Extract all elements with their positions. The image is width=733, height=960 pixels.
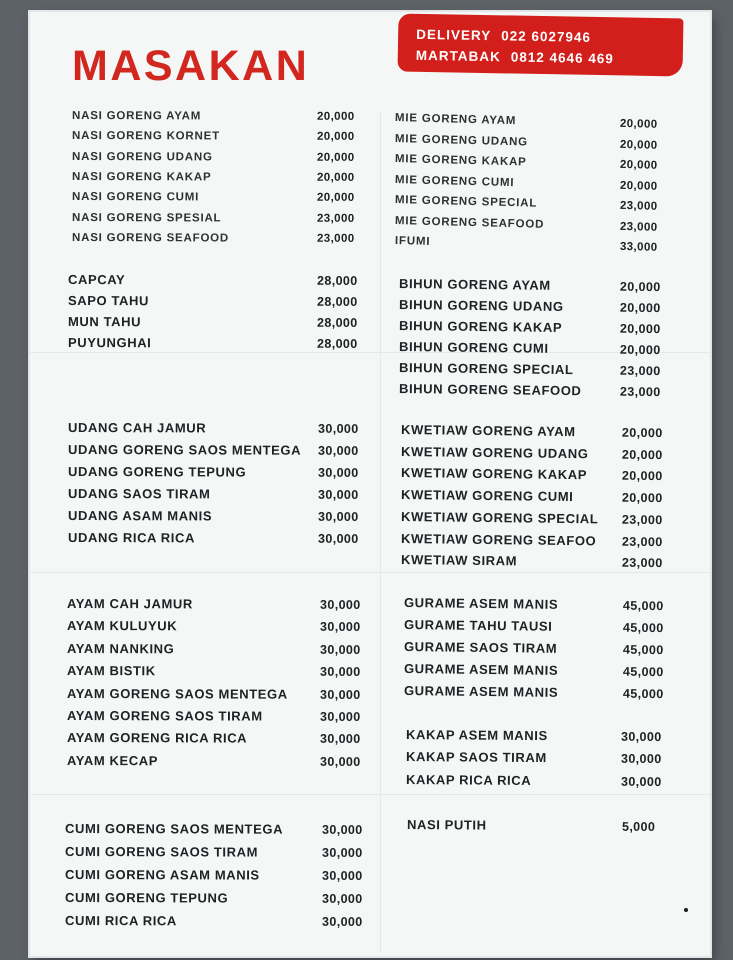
menu-item-price: 20,000 bbox=[619, 179, 658, 193]
menu-item-price: 20,000 bbox=[621, 447, 663, 462]
menu-item-name: AYAM KULUYUK bbox=[66, 618, 178, 634]
menu-item-price: 30,000 bbox=[620, 774, 662, 789]
menu-item bbox=[68, 312, 367, 333]
menu-item-name: NASI GORENG CUMI bbox=[71, 191, 200, 204]
menu-item-price: 20,000 bbox=[619, 138, 658, 152]
menu-item-name: AYAM NANKING bbox=[66, 640, 175, 657]
menu-item-price: 23,000 bbox=[619, 220, 658, 234]
menu-item-price: 30,000 bbox=[319, 687, 361, 702]
menu-item-price: 23,000 bbox=[619, 199, 658, 213]
menu-item-price: 20,000 bbox=[316, 151, 355, 164]
menu-item bbox=[404, 593, 673, 616]
menu-item bbox=[401, 550, 672, 573]
menu-item bbox=[68, 506, 368, 527]
menu-item-name: KAKAP RICA RICA bbox=[405, 771, 532, 788]
menu-item-name: AYAM GORENG SAOS TIRAM bbox=[66, 708, 263, 724]
menu-item bbox=[72, 187, 367, 208]
menu-item bbox=[399, 337, 670, 360]
menu-item bbox=[67, 728, 370, 749]
menu-item-price: 30,000 bbox=[317, 487, 359, 502]
menu-item-price: 20,000 bbox=[316, 171, 355, 184]
menu-item-name: NASI GORENG SPESIAL bbox=[71, 211, 222, 224]
menu-item-price: 45,000 bbox=[622, 642, 664, 658]
menu-item-price: 23,000 bbox=[621, 534, 663, 549]
menu-item bbox=[406, 725, 671, 747]
menu-item bbox=[401, 507, 672, 530]
delivery-banner bbox=[398, 14, 684, 77]
menu-item bbox=[67, 751, 370, 772]
menu-item bbox=[72, 126, 367, 147]
menu-item-price: 33,000 bbox=[619, 240, 658, 254]
menu-item-price: 20,000 bbox=[621, 469, 663, 484]
menu-item-price: 20,000 bbox=[316, 131, 355, 144]
menu-item-price: 30,000 bbox=[321, 914, 363, 929]
menu-item-price: 28,000 bbox=[316, 294, 358, 309]
martabak-label: MARTABAK bbox=[415, 47, 501, 65]
menu-item-price: 20,000 bbox=[619, 342, 661, 358]
menu-item-name: BIHUN GORENG SEAFOOD bbox=[398, 381, 582, 399]
menu-item-name: CAPCAY bbox=[67, 272, 126, 288]
menu-item-name: KWETIAW GORENG AYAM bbox=[400, 422, 576, 440]
menu-item-price: 30,000 bbox=[317, 421, 359, 436]
menu-item bbox=[401, 529, 672, 552]
menu-item-name: MIE GORENG AYAM bbox=[394, 112, 517, 128]
menu-item-name: UDANG SAOS TIRAM bbox=[67, 486, 211, 502]
menu-item-price: 30,000 bbox=[319, 664, 361, 680]
menu-item-name: GURAME SAOS TIRAM bbox=[403, 639, 558, 656]
menu-item bbox=[72, 167, 367, 188]
menu-item-name: KWETIAW GORENG UDANG bbox=[400, 443, 589, 461]
menu-item-price: 30,000 bbox=[321, 891, 363, 906]
menu-item-name: BIHUN GORENG AYAM bbox=[398, 276, 551, 293]
menu-item bbox=[399, 358, 670, 381]
menu-item-name: GURAME TAHU TAUSI bbox=[403, 617, 553, 634]
menu-item-name: IFUMI bbox=[394, 235, 431, 248]
menu-item bbox=[65, 865, 372, 886]
delivery-label: DELIVERY bbox=[416, 26, 492, 44]
menu-item bbox=[399, 274, 670, 297]
menu-item-name: AYAM KECAP bbox=[66, 752, 159, 769]
menu-item bbox=[404, 659, 673, 682]
menu-item-price: 20,000 bbox=[619, 321, 661, 337]
menu-item bbox=[406, 770, 671, 792]
menu-item-price: 20,000 bbox=[619, 279, 661, 295]
menu-item bbox=[72, 208, 367, 229]
menu-item bbox=[407, 815, 672, 837]
menu-item bbox=[65, 888, 372, 909]
menu-item-price: 23,000 bbox=[619, 363, 661, 379]
menu-item-name: KWETIAW GORENG SEAFOO bbox=[400, 530, 597, 548]
menu-item-name: AYAM GORENG SAOS MENTEGA bbox=[66, 685, 288, 702]
menu-item-price: 45,000 bbox=[622, 664, 664, 680]
menu-item-price: 45,000 bbox=[622, 620, 664, 636]
menu-item-price: 23,000 bbox=[619, 384, 661, 400]
menu-item bbox=[67, 616, 370, 637]
menu-item-price: 30,000 bbox=[317, 465, 359, 480]
menu-item bbox=[68, 291, 367, 312]
paper-fold bbox=[30, 794, 710, 795]
menu-item-price: 28,000 bbox=[316, 336, 358, 351]
menu-item-price: 30,000 bbox=[321, 822, 363, 837]
menu-item bbox=[67, 684, 370, 705]
menu-item bbox=[399, 316, 670, 339]
menu-item-name: KWETIAW SIRAM bbox=[400, 552, 518, 569]
menu-item-name: KWETIAW GORENG SPECIAL bbox=[400, 508, 599, 527]
paper-speck bbox=[684, 908, 688, 912]
menu-item bbox=[68, 440, 368, 461]
menu-item-price: 20,000 bbox=[621, 425, 663, 441]
menu-item bbox=[67, 639, 370, 660]
menu-item-price: 30,000 bbox=[319, 732, 361, 747]
menu-item-price: 23,000 bbox=[316, 232, 355, 245]
menu-item bbox=[68, 270, 367, 291]
menu-item-price: 20,000 bbox=[619, 117, 658, 131]
menu-item bbox=[72, 147, 367, 168]
menu-item-name: KWETIAW GORENG CUMI bbox=[400, 487, 574, 505]
menu-item-price: 30,000 bbox=[620, 752, 662, 767]
menu-item-price: 45,000 bbox=[622, 598, 664, 614]
menu-item-name: KWETIAW GORENG KAKAP bbox=[400, 465, 588, 483]
menu-item-price: 23,000 bbox=[621, 555, 663, 571]
menu-sheet bbox=[30, 12, 710, 956]
menu-item-name: MIE GORENG SPECIAL bbox=[394, 194, 538, 210]
menu-item-name: NASI GORENG AYAM bbox=[71, 110, 202, 123]
martabak-line bbox=[416, 45, 683, 71]
menu-item-name: MIE GORENG UDANG bbox=[394, 132, 529, 148]
menu-item bbox=[404, 681, 673, 704]
menu-item-name: PUYUNGHAI bbox=[67, 335, 152, 351]
menu-item-name: NASI GORENG SEAFOOD bbox=[71, 231, 230, 245]
menu-item bbox=[67, 661, 370, 682]
menu-item bbox=[72, 106, 367, 127]
menu-item-price: 30,000 bbox=[321, 868, 363, 883]
menu-item bbox=[404, 615, 673, 638]
menu-item-price: 30,000 bbox=[319, 642, 361, 657]
menu-item-name: KAKAP ASEM MANIS bbox=[405, 727, 548, 744]
menu-item-name: UDANG RICA RICA bbox=[67, 530, 195, 546]
menu-item-price: 30,000 bbox=[319, 597, 361, 612]
menu-item-name: NASI GORENG KAKAP bbox=[71, 170, 212, 184]
menu-item bbox=[68, 462, 368, 483]
menu-item-price: 30,000 bbox=[319, 620, 361, 635]
menu-item-name: CUMI GORENG SAOS TIRAM bbox=[64, 844, 259, 860]
delivery-number: 022 6027946 bbox=[501, 28, 592, 45]
menu-item-name: BIHUN GORENG SPECIAL bbox=[398, 360, 574, 378]
menu-item bbox=[65, 911, 372, 932]
menu-item-price: 23,000 bbox=[621, 512, 663, 527]
menu-item-name: NASI PUTIH bbox=[406, 817, 487, 833]
menu-item-name: CUMI RICA RICA bbox=[64, 913, 177, 929]
menu-item-name: GURAME ASEM MANIS bbox=[403, 661, 559, 678]
menu-item bbox=[65, 842, 372, 863]
menu-item-price: 30,000 bbox=[319, 754, 361, 769]
menu-item-name: BIHUN GORENG UDANG bbox=[398, 297, 564, 314]
menu-item bbox=[401, 442, 672, 465]
menu-item-name: MUN TAHU bbox=[67, 314, 142, 330]
menu-item bbox=[406, 747, 671, 769]
menu-item bbox=[67, 706, 370, 727]
menu-item bbox=[399, 379, 670, 402]
menu-item-name: GURAME ASEM MANIS bbox=[403, 683, 559, 700]
menu-item-name: BIHUN GORENG KAKAP bbox=[398, 318, 563, 335]
menu-item-price: 30,000 bbox=[317, 531, 359, 546]
menu-item bbox=[401, 463, 672, 486]
menu-item-name: SAPO TAHU bbox=[67, 293, 150, 309]
martabak-number: 0812 4646 469 bbox=[510, 49, 614, 67]
menu-item-price: 5,000 bbox=[621, 819, 656, 834]
menu-item-price: 20,000 bbox=[316, 110, 355, 123]
menu-item-name: MIE GORENG KAKAP bbox=[394, 153, 527, 169]
menu-item-name: UDANG GORENG TEPUNG bbox=[67, 464, 247, 480]
paper-crease bbox=[380, 112, 381, 952]
menu-item-price: 20,000 bbox=[619, 158, 658, 172]
menu-item-name: BIHUN GORENG CUMI bbox=[398, 339, 549, 356]
menu-item bbox=[401, 420, 672, 443]
menu-item-price: 30,000 bbox=[319, 709, 361, 724]
menu-item bbox=[68, 333, 367, 354]
menu-item bbox=[72, 228, 367, 249]
menu-item-name: UDANG ASAM MANIS bbox=[67, 508, 213, 524]
menu-item-price: 20,000 bbox=[316, 191, 355, 205]
menu-item-name: MIE GORENG SEAFOOD bbox=[394, 214, 545, 231]
menu-item-price: 23,000 bbox=[316, 212, 355, 225]
menu-item-price: 30,000 bbox=[620, 729, 662, 745]
menu-item-name: CUMI GORENG SAOS MENTEGA bbox=[64, 821, 284, 837]
menu-item-name: AYAM GORENG RICA RICA bbox=[66, 730, 248, 746]
menu-item bbox=[401, 485, 672, 508]
menu-item-name: MIE GORENG CUMI bbox=[394, 173, 515, 189]
menu-item-name: AYAM CAH JAMUR bbox=[66, 596, 193, 612]
menu-item-price: 30,000 bbox=[321, 845, 363, 860]
menu-item bbox=[404, 637, 673, 660]
menu-item-name: KAKAP SAOS TIRAM bbox=[405, 749, 547, 766]
menu-title: MASAKAN bbox=[72, 42, 310, 90]
menu-item-name: CUMI GORENG ASAM MANIS bbox=[64, 867, 260, 883]
menu-item bbox=[399, 295, 670, 318]
menu-item-price: 28,000 bbox=[316, 315, 358, 330]
menu-item-name: CUMI GORENG TEPUNG bbox=[64, 890, 229, 906]
menu-item-name: NASI GORENG UDANG bbox=[71, 150, 213, 164]
menu-item-price: 20,000 bbox=[619, 300, 661, 316]
menu-item-name: GURAME ASEM MANIS bbox=[403, 595, 559, 612]
menu-item-price: 28,000 bbox=[316, 273, 358, 288]
menu-item-price: 45,000 bbox=[622, 686, 664, 702]
menu-item-price: 20,000 bbox=[621, 490, 663, 506]
menu-item-price: 30,000 bbox=[317, 443, 359, 458]
menu-item bbox=[68, 528, 368, 549]
menu-item-name: NASI GORENG KORNET bbox=[71, 130, 220, 143]
menu-item bbox=[68, 484, 368, 505]
menu-item-price: 30,000 bbox=[317, 509, 359, 524]
menu-item bbox=[67, 594, 370, 615]
menu-item-name: AYAM BISTIK bbox=[66, 663, 156, 679]
menu-item-name: UDANG GORENG SAOS MENTEGA bbox=[67, 442, 302, 458]
menu-item bbox=[65, 819, 372, 840]
menu-item bbox=[68, 418, 368, 439]
menu-item-name: UDANG CAH JAMUR bbox=[67, 420, 207, 436]
